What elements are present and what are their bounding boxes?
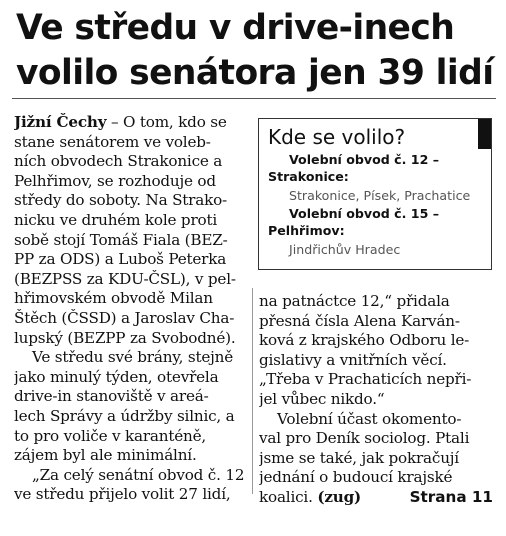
district-2-places: Jindřichův Hradec: [289, 242, 401, 257]
district-1-name: Strakonice:: [268, 169, 349, 184]
article-line: na patnáctce 12,“ přidala: [259, 292, 450, 310]
article-column-2: [259, 292, 493, 508]
article-line: jednání o budoucí krajské: [259, 468, 453, 487]
article-line: to pro voliče v karanténě,: [14, 426, 207, 445]
article-line: Volební účast okomento-: [277, 409, 462, 428]
page-reference: Strana 11: [409, 487, 493, 506]
headline-line-2: volilo senátora jen 39 lidí: [16, 53, 494, 93]
article-line: Pelhřimov, se rozhoduje od: [14, 171, 216, 190]
column-divider: [252, 288, 253, 494]
article-column-1: [14, 113, 246, 505]
article-line: lech Správy a údržby silnic, a: [14, 406, 235, 425]
article-line: nicku ve druhém kole proti: [14, 210, 218, 229]
article-line: PP za ODS) a Luboš Peterka: [14, 250, 227, 269]
article-line: jel vůbec nikdo.“: [259, 389, 385, 408]
headline-line-1: Ve středu v drive-inech: [16, 8, 455, 48]
article-line: hřimovském obvodě Milan: [14, 289, 213, 308]
article-line: (BEZPSS za KDU-ČSL), v pel-: [14, 269, 236, 288]
article-line: Ve středu své brány, stejně: [32, 348, 234, 367]
article-line: středy do soboty. Na Strako-: [14, 191, 227, 210]
byline: (zug): [317, 487, 362, 506]
district-2-heading: Volební obvod č. 15 –: [289, 206, 440, 221]
dateline: Jižní Čechy: [14, 113, 107, 131]
article-line: ve středu přijelo volit 27 lidí,: [14, 485, 231, 504]
article-line: gislativy a vnitřních věcí.: [259, 350, 447, 369]
sidebar-box: [258, 118, 492, 270]
article-line: „Za celý senátní obvod č. 12: [32, 465, 245, 484]
district-2-name: Pelhřimov:: [268, 223, 345, 238]
sidebar-accent-bar: [478, 119, 491, 149]
district-1-places: Strakonice, Písek, Prachatice: [289, 188, 471, 203]
article-line: ních obvodech Strakonice a: [14, 152, 223, 171]
article-line: zájem byl ale minimální.: [14, 446, 197, 465]
headline-divider: [12, 98, 496, 99]
article-line: jako minulý týden, otevřela: [14, 367, 219, 386]
sidebar-title: Kde se volilo?: [268, 125, 406, 149]
article-line: val pro Deník sociolog. Ptali: [259, 429, 470, 448]
article-line: drive-in stanoviště v areá-: [14, 387, 209, 406]
article-line: ková z krajského Odboru le-: [259, 331, 470, 350]
headline: [16, 6, 496, 96]
article-line: přesná čísla Alena Karván-: [259, 311, 460, 330]
article-line: „Třeba v Prachaticích nepři-: [259, 370, 472, 389]
article-last-line: koalici. (zug) Strana 11: [259, 487, 493, 506]
article-line: sobě stojí Tomáš Fiala (BEZ-: [14, 230, 228, 249]
district-1-heading: Volební obvod č. 12 –: [289, 152, 440, 167]
article-line: Štěch (ČSSD) a Jaroslav Cha-: [14, 308, 235, 327]
article-line: lupský (BEZPP za Svobodné).: [14, 328, 236, 347]
article-line: jsme se také, jak pokračují: [259, 448, 459, 467]
article-line: Jižní Čechy – O tom, kdo se: [14, 113, 227, 131]
article-line: stane senátorem ve voleb-: [14, 132, 211, 151]
